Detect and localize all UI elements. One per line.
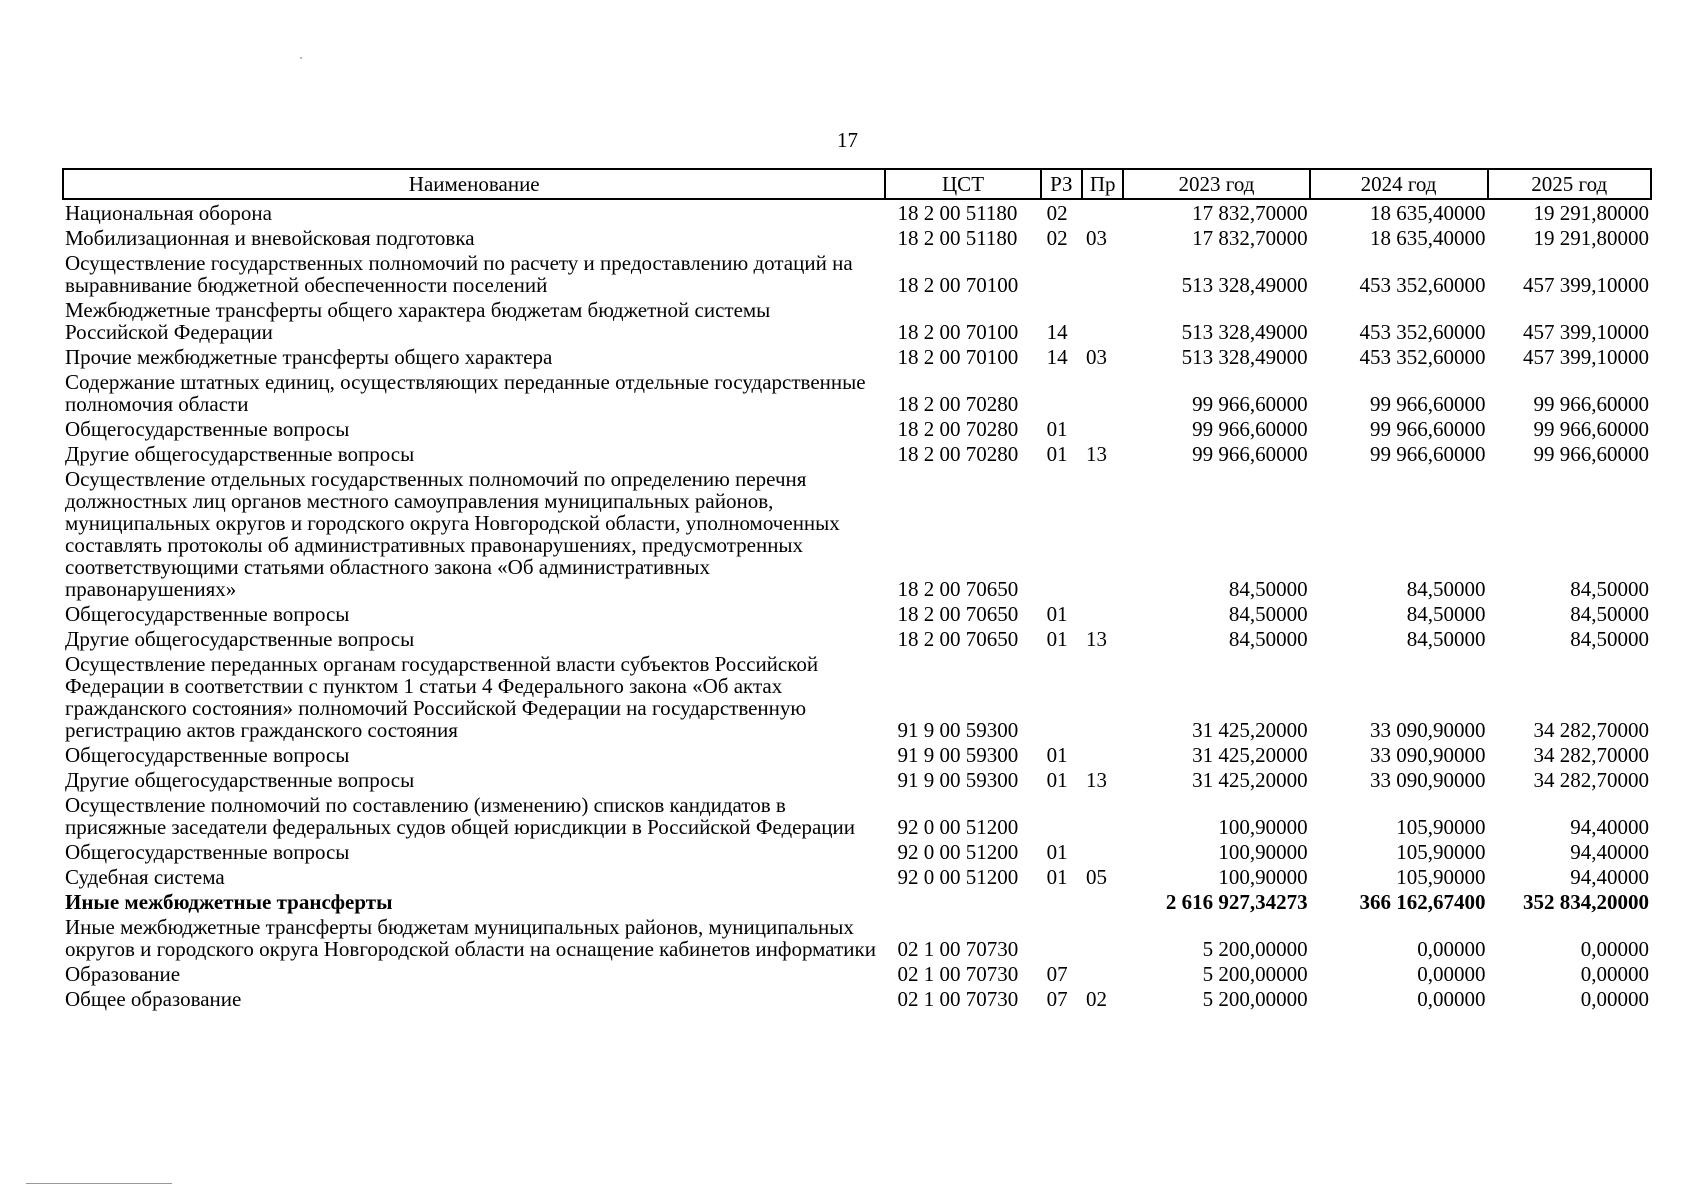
table-header (63, 169, 1651, 199)
cell-2025: 34 282,70000 (1533, 743, 1649, 767)
cell-rz (1041, 465, 1082, 600)
cell-2025: 19 291,80000 (1533, 201, 1649, 225)
cell-pr: 13 (1085, 442, 1107, 466)
table-row (63, 838, 1651, 863)
table-row (63, 465, 1651, 600)
cell-2024: 18 635,40000 (1370, 226, 1486, 250)
cell-cst: 18 2 00 70280 (897, 392, 1019, 416)
table-row (63, 913, 1651, 960)
cell-rz: 01 (1046, 417, 1068, 441)
cell-2025: 94,40000 (1570, 815, 1649, 839)
cell-2025: 34 282,70000 (1533, 768, 1649, 792)
cell-name: Общегосударственные вопросы (65, 743, 350, 767)
cell-2023: 84,50000 (1228, 577, 1308, 601)
page-number: 17 (837, 128, 858, 152)
header-pr: Пр (1082, 169, 1123, 199)
cell-2023: 2 616 927,34273 (1165, 890, 1308, 914)
table-row (63, 249, 1651, 296)
cell-2023: 99 966,60000 (1192, 417, 1308, 441)
cell-2024: 0,00000 (1417, 987, 1486, 1011)
cell-rz (1041, 888, 1082, 913)
table-row (63, 600, 1651, 625)
cell-2023: 513 328,49000 (1181, 345, 1308, 369)
budget-table (62, 168, 1652, 1010)
cell-2025: 84,50000 (1570, 627, 1649, 651)
cell-cst: 02 1 00 70730 (897, 962, 1019, 986)
cell-2025: 94,40000 (1570, 865, 1649, 889)
cell-2024: 453 352,60000 (1359, 345, 1486, 369)
cell-2024: 0,00000 (1417, 962, 1486, 986)
cell-cst: 02 1 00 70730 (897, 987, 1019, 1011)
table-row (63, 741, 1651, 766)
cell-2025: 99 966,60000 (1533, 442, 1649, 466)
cell-2025: 94,40000 (1570, 840, 1649, 864)
cell-name: Общее образование (65, 987, 242, 1011)
cell-rz: 14 (1046, 345, 1068, 369)
cell-cst: 18 2 00 70280 (897, 417, 1019, 441)
header-rz: РЗ (1041, 169, 1082, 199)
header-cst: ЦСТ (885, 169, 1040, 199)
cell-cst: 18 2 00 70100 (897, 320, 1019, 344)
cell-cst: 18 2 00 70650 (897, 627, 1019, 651)
cell-rz: 02 (1046, 226, 1068, 250)
cell-cst: 18 2 00 70100 (897, 345, 1019, 369)
cell-2023: 17 832,70000 (1192, 226, 1308, 250)
cell-pr (1082, 960, 1123, 985)
table-row (63, 888, 1651, 913)
cell-rz: 02 (1046, 201, 1068, 225)
cell-2024: 33 090,90000 (1370, 768, 1486, 792)
table-row (63, 440, 1651, 465)
cell-2024: 84,50000 (1406, 577, 1486, 601)
cell-2024: 84,50000 (1406, 602, 1486, 626)
cell-rz: 07 (1046, 987, 1068, 1011)
header-name: Наименование (63, 169, 885, 199)
cell-name: Межбюджетные трансферты общего характера бюджетам бюджетной системы Российской Федерации (65, 298, 771, 344)
cell-pr (1082, 368, 1123, 415)
table-row (63, 224, 1651, 249)
table-row (63, 199, 1651, 224)
cell-rz: 01 (1046, 442, 1068, 466)
cell-2023: 31 425,20000 (1192, 718, 1308, 742)
cell-name: Другие общегосударственные вопросы (65, 768, 415, 792)
cell-pr (1082, 465, 1123, 600)
scan-speck (300, 57, 302, 59)
table-body (63, 199, 1651, 1010)
cell-name: Иные межбюджетные трансферты бюджетам муниципальных районов, муниципальных округов и городского округа Новгородской области на оснащение кабинетов информатики (65, 915, 876, 961)
cell-rz: 07 (1046, 962, 1068, 986)
cell-2023: 17 832,70000 (1192, 201, 1308, 225)
cell-2025: 457 399,10000 (1523, 320, 1649, 344)
cell-name: Общегосударственные вопросы (65, 417, 350, 441)
cell-2024: 99 966,60000 (1370, 417, 1486, 441)
cell-2023: 99 966,60000 (1192, 442, 1308, 466)
cell-2024: 33 090,90000 (1370, 743, 1486, 767)
cell-name: Другие общегосударственные вопросы (65, 442, 415, 466)
cell-2024: 84,50000 (1406, 627, 1486, 651)
table-row (63, 650, 1651, 741)
cell-2025: 457 399,10000 (1523, 273, 1649, 297)
cell-rz: 14 (1046, 320, 1068, 344)
cell-pr (1082, 913, 1123, 960)
cell-pr: 05 (1085, 865, 1107, 889)
cell-2023: 513 328,49000 (1181, 320, 1308, 344)
cell-pr: 03 (1085, 345, 1107, 369)
cell-2023: 5 200,00000 (1202, 962, 1308, 986)
cell-pr (1082, 838, 1123, 863)
cell-2023: 31 425,20000 (1192, 743, 1308, 767)
table-row (63, 791, 1651, 838)
cell-rz: 01 (1046, 627, 1068, 651)
cell-2023: 99 966,60000 (1192, 392, 1308, 416)
cell-pr (1082, 199, 1123, 224)
cell-cst: 91 9 00 59300 (897, 743, 1019, 767)
cell-pr: 13 (1085, 627, 1107, 651)
cell-pr (1082, 741, 1123, 766)
cell-pr: 03 (1085, 226, 1107, 250)
cell-cst: 92 0 00 51200 (897, 840, 1019, 864)
cell-cst: 18 2 00 70100 (897, 273, 1019, 297)
cell-pr (1082, 249, 1123, 296)
cell-2025: 0,00000 (1580, 937, 1649, 961)
header-2024: 2024 год (1310, 169, 1488, 199)
cell-pr (1082, 791, 1123, 838)
cell-pr: 13 (1085, 768, 1107, 792)
cell-pr (1082, 600, 1123, 625)
cell-cst: 91 9 00 59300 (897, 768, 1019, 792)
table-row (63, 625, 1651, 650)
cell-2023: 5 200,00000 (1202, 987, 1308, 1011)
cell-rz: 01 (1046, 840, 1068, 864)
cell-cst: 18 2 00 70280 (897, 442, 1019, 466)
cell-rz (1041, 650, 1082, 741)
cell-2024: 453 352,60000 (1359, 273, 1486, 297)
cell-2025: 99 966,60000 (1533, 392, 1649, 416)
cell-cst: 92 0 00 51200 (897, 815, 1019, 839)
cell-name: Образование (65, 962, 181, 986)
cell-2024: 105,90000 (1396, 840, 1486, 864)
cell-name: Другие общегосударственные вопросы (65, 627, 415, 651)
cell-cst: 91 9 00 59300 (897, 718, 1019, 742)
cell-rz (1041, 249, 1082, 296)
cell-pr (1082, 888, 1123, 913)
cell-name: Национальная оборона (65, 201, 272, 225)
cell-name: Общегосударственные вопросы (65, 840, 350, 864)
cell-2023: 84,50000 (1228, 627, 1308, 651)
cell-2025: 84,50000 (1570, 602, 1649, 626)
cell-2024: 99 966,60000 (1370, 442, 1486, 466)
cell-2024: 0,00000 (1417, 937, 1486, 961)
table-row (63, 960, 1651, 985)
table-row (63, 368, 1651, 415)
cell-2025: 34 282,70000 (1533, 718, 1649, 742)
cell-name: Осуществление переданных органам государственной власти субъектов Российской Федерации в соответствии с пунктом 1 статьи 4 Федерального закона «Об актах гражданского состояния» полномочий Российской Федерации на государственную регистрацию актов гражданского состояния (65, 652, 819, 742)
cell-name: Содержание штатных единиц, осуществляющих переданные отдельные государственные полномочия области (65, 370, 866, 416)
cell-2024: 366 162,67400 (1359, 890, 1486, 914)
cell-rz: 01 (1046, 865, 1068, 889)
cell-2025: 99 966,60000 (1533, 417, 1649, 441)
cell-2024: 18 635,40000 (1370, 201, 1486, 225)
cell-cst: 02 1 00 70730 (897, 937, 1019, 961)
cell-name: Осуществление государственных полномочий по расчету и предоставлению дотаций на выравнивание бюджетной обеспеченности поселений (65, 251, 853, 297)
cell-pr (1082, 650, 1123, 741)
table-row (63, 985, 1651, 1010)
table-row (63, 296, 1651, 343)
cell-rz: 01 (1046, 602, 1068, 626)
cell-name: Судебная система (65, 865, 225, 889)
table-row (63, 766, 1651, 791)
table-row (63, 415, 1651, 440)
cell-2025: 19 291,80000 (1533, 226, 1649, 250)
cell-cst: 18 2 00 51180 (897, 201, 1018, 225)
cell-name: Иные межбюджетные трансферты (65, 890, 393, 914)
cell-cst: 18 2 00 70650 (897, 577, 1019, 601)
cell-2023: 100,90000 (1218, 815, 1308, 839)
cell-name: Мобилизационная и вневойсковая подготовка (65, 226, 475, 250)
cell-cst: 92 0 00 51200 (897, 865, 1019, 889)
cell-2023: 5 200,00000 (1202, 937, 1308, 961)
cell-2025: 457 399,10000 (1523, 345, 1649, 369)
table-row (63, 343, 1651, 368)
cell-2024: 99 966,60000 (1370, 392, 1486, 416)
cell-rz: 01 (1046, 743, 1068, 767)
header-2025: 2025 год (1488, 169, 1652, 199)
cell-rz (1041, 368, 1082, 415)
cell-2025: 84,50000 (1570, 577, 1649, 601)
footer-rule (26, 1183, 172, 1184)
cell-2024: 105,90000 (1396, 815, 1486, 839)
cell-2025: 0,00000 (1580, 987, 1649, 1011)
cell-2025: 352 834,20000 (1523, 890, 1649, 914)
cell-rz: 01 (1046, 768, 1068, 792)
cell-pr: 02 (1085, 987, 1107, 1011)
cell-name: Осуществление полномочий по составлению (изменению) списков кандидатов в присяжные заседатели федеральных судов общей юрисдикции в Российской Федерации (65, 793, 856, 839)
cell-name: Прочие межбюджетные трансферты общего характера (65, 345, 553, 369)
cell-cst: 18 2 00 70650 (897, 602, 1019, 626)
cell-name: Осуществление отдельных государственных полномочий по определению перечня должностных лиц органов местного самоуправления муниципальных районов, муниципальных округов и городского округа Новгородской области, уполномоченных составлять протоколы об административных правонарушениях, предусмотренных соответствующими статьями областного закона «Об административных правонарушениях» (65, 467, 840, 601)
cell-pr (1082, 415, 1123, 440)
table-row (63, 863, 1651, 888)
cell-2023: 100,90000 (1218, 840, 1308, 864)
cell-2025: 0,00000 (1580, 962, 1649, 986)
cell-2023: 513 328,49000 (1181, 273, 1308, 297)
cell-2024: 33 090,90000 (1370, 718, 1486, 742)
cell-cst: 18 2 00 51180 (897, 226, 1018, 250)
cell-2023: 31 425,20000 (1192, 768, 1308, 792)
cell-name: Общегосударственные вопросы (65, 602, 350, 626)
cell-pr (1082, 296, 1123, 343)
cell-2024: 453 352,60000 (1359, 320, 1486, 344)
cell-rz (1041, 913, 1082, 960)
cell-cst (885, 888, 1040, 913)
cell-2023: 84,50000 (1228, 602, 1308, 626)
cell-2024: 105,90000 (1396, 865, 1486, 889)
header-2023: 2023 год (1123, 169, 1309, 199)
cell-2023: 100,90000 (1218, 865, 1308, 889)
cell-rz (1041, 791, 1082, 838)
